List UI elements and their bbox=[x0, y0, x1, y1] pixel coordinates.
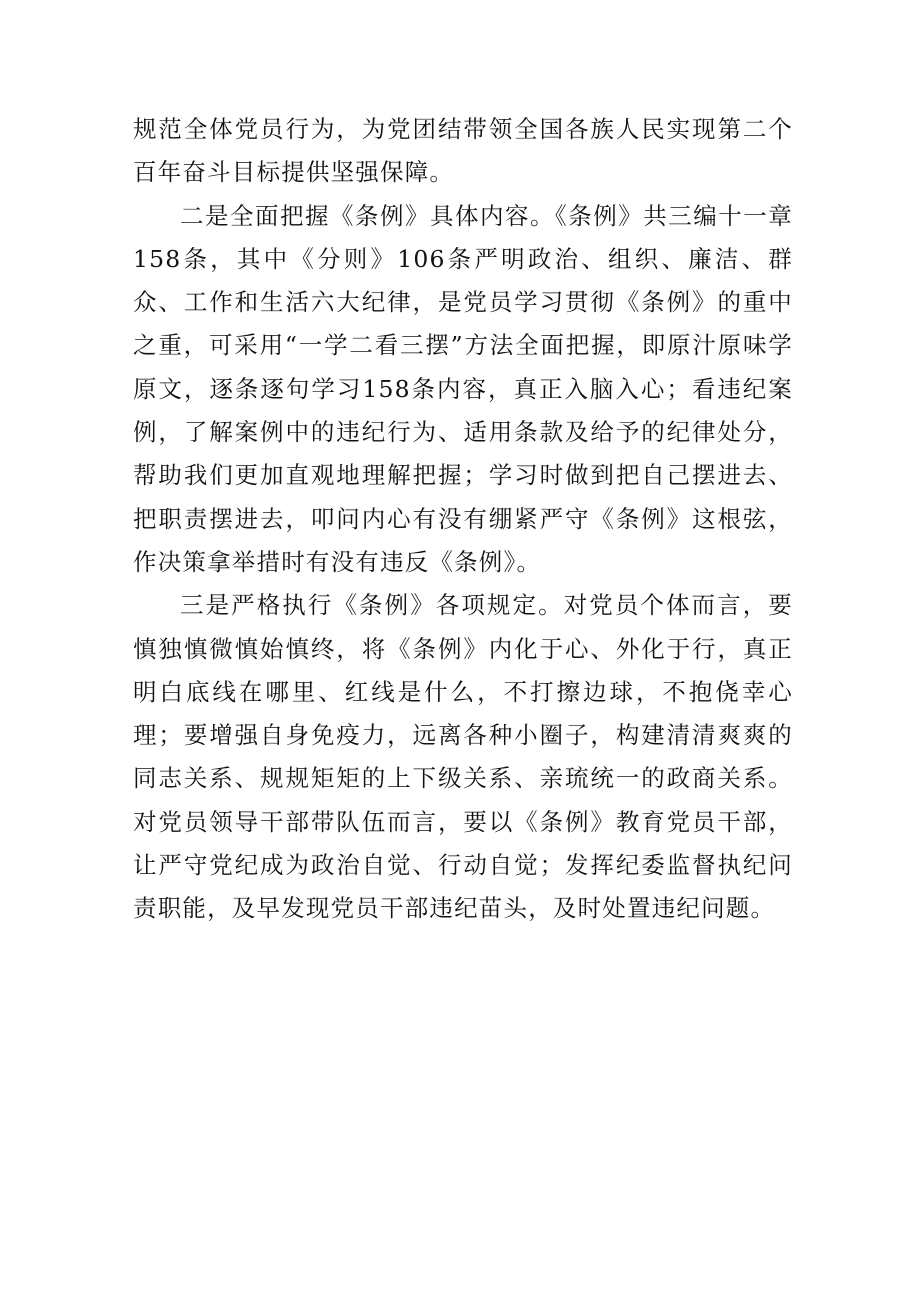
document-body bbox=[133, 108, 793, 931]
paragraph-point-two: 二是全面把握《条例》具体内容。《条例》共三编十一章158条，其中《分则》106条严明政治、组织、廉洁、群众、工作和生活六大纪律，是党员学习贯彻《条例》的重中之重，可采用“一学二看三摆”方法全面把握，即原汁原味学原文，逐条逐句学习158条内容，真正入脑入心；看违纪案例，了解案例中的违纪行为、适用条款及给予的纪律处分，帮助我们更加直观地理解把握；学习时做到把自己摆进去、把职责摆进去，叩问内心有没有绷紧严守《条例》这根弦，作决策拿举措时有没有违反《条例》。 bbox=[133, 201, 793, 576]
paragraph-continuation: 规范全体党员行为，为党团结带领全国各族人民实现第二个百年奋斗目标提供坚强保障。 bbox=[133, 115, 793, 187]
paragraph-point-three: 三是严格执行《条例》各项规定。对党员个体而言，要慎独慎微慎始慎终，将《条例》内化于心、外化于行，真正明白底线在哪里、红线是什么，不打擦边球，不抱侥幸心理；要增强自身免疫力，远离各种小圈子，构建清清爽爽的同志关系、规规矩矩的上下级关系、亲琉统一的政商关系。对党员领导干部带队伍而言，要以《条例》教育党员干部，让严守党纪成为政治自觉、行动自觉；发挥纪委监督执纪问责职能，及早发现党员干部违纪苗头，及时处置违纪问题。 bbox=[133, 591, 793, 923]
